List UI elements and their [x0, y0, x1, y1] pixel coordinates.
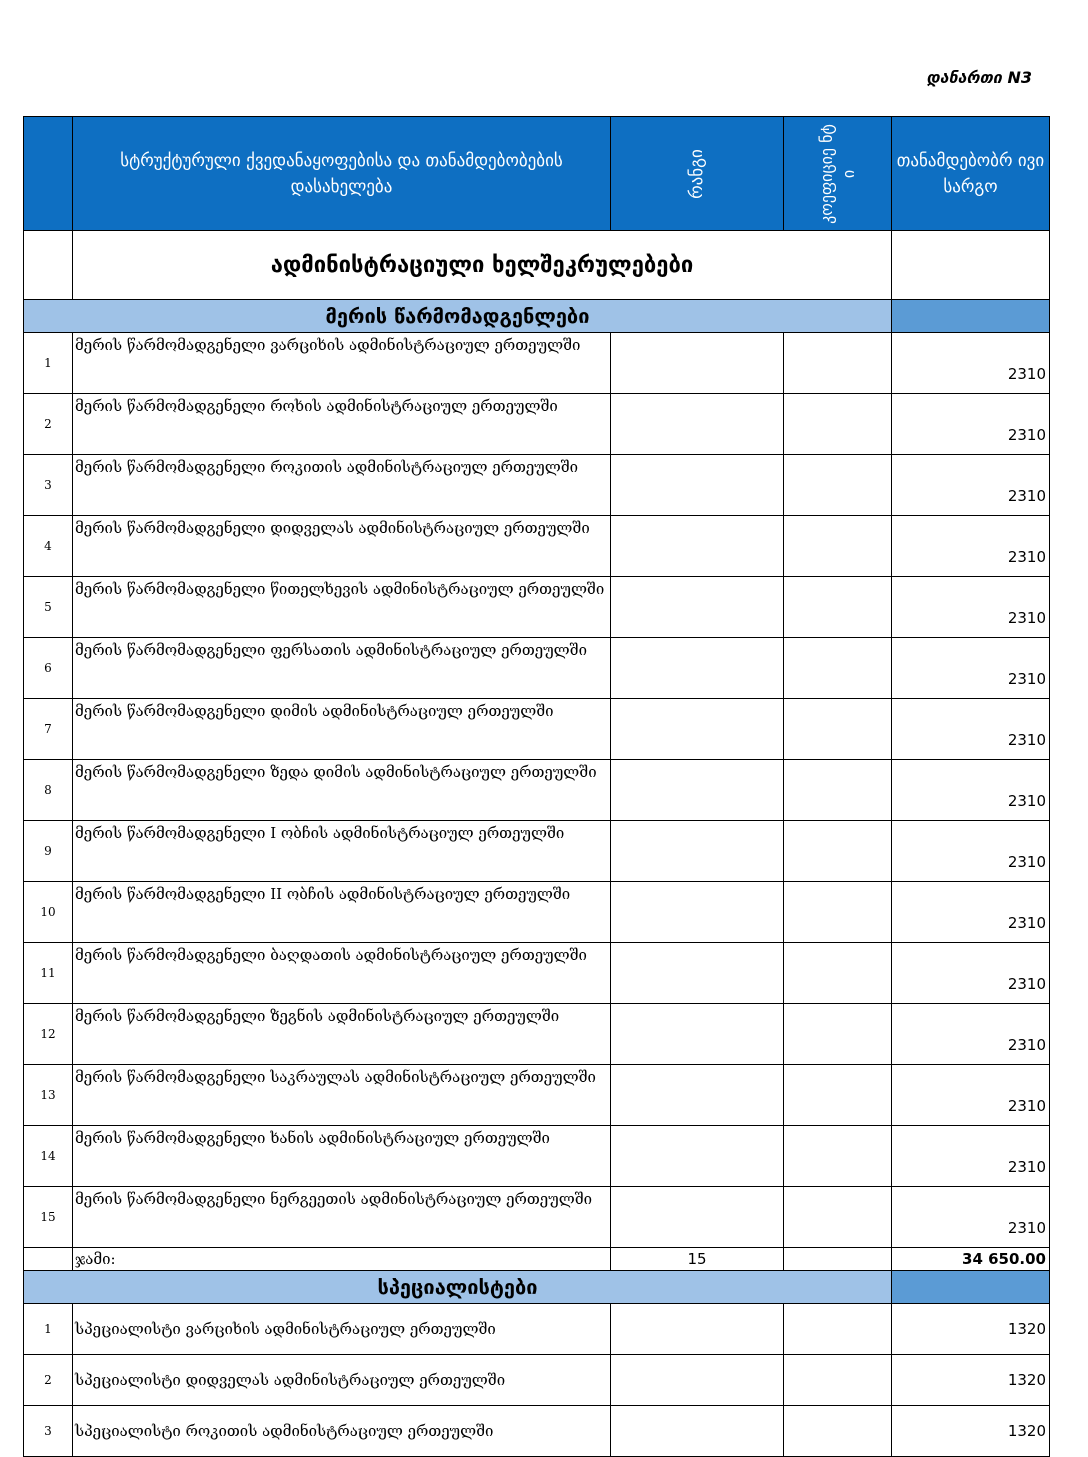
row-description: მერის წარმომადგენელი ზეგნის ადმინისტრაციულ ერთეულში — [73, 1004, 611, 1065]
row-number: 1 — [24, 1304, 73, 1355]
row-salary: 2310 — [892, 943, 1050, 1004]
row-number: 6 — [24, 638, 73, 699]
row-salary: 2310 — [892, 882, 1050, 943]
row-rank — [611, 699, 784, 760]
table-row — [24, 943, 1050, 1004]
row-number: 2 — [24, 394, 73, 455]
row-quantity — [784, 760, 892, 821]
row-description: მერის წარმომადგენელი ფერსათის ადმინისტრაციულ ერთეულში — [73, 638, 611, 699]
section-salary-cell — [892, 231, 1050, 300]
row-rank — [611, 455, 784, 516]
row-number: 2 — [24, 1355, 73, 1406]
row-salary: 2310 — [892, 1126, 1050, 1187]
row-rank — [611, 821, 784, 882]
header-rank-cell — [611, 117, 784, 231]
annex-label: დანართი N3 — [926, 68, 1032, 87]
section-num-cell — [24, 231, 73, 300]
table-row — [24, 882, 1050, 943]
row-rank — [611, 516, 784, 577]
table-row — [24, 821, 1050, 882]
row-description: სპეციალისტი როკითის ადმინისტრაციულ ერთეულში — [73, 1406, 611, 1457]
row-quantity — [784, 333, 892, 394]
table-row — [24, 516, 1050, 577]
group-fill — [892, 300, 1050, 333]
row-salary: 2310 — [892, 394, 1050, 455]
row-rank — [611, 577, 784, 638]
group-title: მერის წარმომადგენლები — [24, 300, 892, 333]
row-description: მერის წარმომადგენელი ვარციხის ადმინისტრაციულ ერთეულში — [73, 333, 611, 394]
row-number: 5 — [24, 577, 73, 638]
staff-table — [23, 116, 1050, 1457]
row-salary: 2310 — [892, 1004, 1050, 1065]
header-quantity: კოეფიციე ნტი — [816, 123, 858, 224]
table-row — [24, 333, 1050, 394]
row-salary: 2310 — [892, 455, 1050, 516]
total-count: 15 — [611, 1248, 784, 1271]
row-quantity — [784, 821, 892, 882]
row-quantity — [784, 1406, 892, 1457]
row-number: 15 — [24, 1187, 73, 1248]
row-quantity — [784, 1004, 892, 1065]
row-quantity — [784, 1126, 892, 1187]
row-number: 10 — [24, 882, 73, 943]
row-salary: 2310 — [892, 760, 1050, 821]
row-quantity — [784, 638, 892, 699]
header-num-cell — [24, 117, 73, 231]
row-quantity — [784, 1187, 892, 1248]
row-rank — [611, 394, 784, 455]
row-description: მერის წარმომადგენელი დიდველას ადმინისტრაციულ ერთეულში — [73, 516, 611, 577]
row-number: 1 — [24, 333, 73, 394]
row-description: მერის წარმომადგენელი როხის ადმინისტრაციულ ერთეულში — [73, 394, 611, 455]
row-number: 14 — [24, 1126, 73, 1187]
row-number: 4 — [24, 516, 73, 577]
row-rank — [611, 638, 784, 699]
table-row — [24, 1355, 1050, 1406]
row-description: მერის წარმომადგენელი ხანის ადმინისტრაციულ ერთეულში — [73, 1126, 611, 1187]
total-label: ჯამი: — [73, 1248, 611, 1271]
group-row — [24, 300, 1050, 333]
row-salary: 2310 — [892, 1187, 1050, 1248]
row-rank — [611, 1187, 784, 1248]
group-fill — [892, 1271, 1050, 1304]
row-salary: 2310 — [892, 1065, 1050, 1126]
row-salary: 1320 — [892, 1406, 1050, 1457]
row-description: მერის წარმომადგენელი II ობჩის ადმინისტრაციულ ერთეულში — [73, 882, 611, 943]
row-quantity — [784, 577, 892, 638]
row-salary: 2310 — [892, 699, 1050, 760]
row-description: სპეციალისტი დიდველას ადმინისტრაციულ ერთეულში — [73, 1355, 611, 1406]
row-description: მერის წარმომადგენელი ბაღდათის ადმინისტრაციულ ერთეულში — [73, 943, 611, 1004]
row-salary: 2310 — [892, 577, 1050, 638]
row-quantity — [784, 882, 892, 943]
header-row — [24, 117, 1050, 231]
row-quantity — [784, 1304, 892, 1355]
row-salary: 2310 — [892, 516, 1050, 577]
section-row — [24, 231, 1050, 300]
row-description: მერის წარმომადგენელი როკითის ადმინისტრაციულ ერთეულში — [73, 455, 611, 516]
table-row — [24, 1406, 1050, 1457]
section-title: ადმინისტრაციული ხელშეკრულებები — [73, 231, 892, 300]
row-number: 3 — [24, 455, 73, 516]
row-description: მერის წარმომადგენელი I ობჩის ადმინისტრაციულ ერთეულში — [73, 821, 611, 882]
total-sum: 34 650.00 — [892, 1248, 1050, 1271]
row-number: 3 — [24, 1406, 73, 1457]
row-quantity — [784, 943, 892, 1004]
table-row — [24, 1004, 1050, 1065]
row-quantity — [784, 394, 892, 455]
row-quantity — [784, 1065, 892, 1126]
total-quantity-cell — [784, 1248, 892, 1271]
row-description: სპეციალისტი ვარციხის ადმინისტრაციულ ერთეულში — [73, 1304, 611, 1355]
table-row — [24, 760, 1050, 821]
row-rank — [611, 1304, 784, 1355]
table-row — [24, 1304, 1050, 1355]
row-salary: 2310 — [892, 333, 1050, 394]
row-salary: 2310 — [892, 821, 1050, 882]
row-quantity — [784, 699, 892, 760]
row-description: მერის წარმომადგენელი საკრაულას ადმინისტრაციულ ერთეულში — [73, 1065, 611, 1126]
table-row — [24, 1126, 1050, 1187]
row-description: მერის წარმომადგენელი დიმის ადმინისტრაციულ ერთეულში — [73, 699, 611, 760]
table-row — [24, 577, 1050, 638]
row-number: 11 — [24, 943, 73, 1004]
group-row — [24, 1271, 1050, 1304]
total-num-cell — [24, 1248, 73, 1271]
row-rank — [611, 882, 784, 943]
table-row — [24, 1187, 1050, 1248]
header-rank: რანგი — [687, 148, 707, 199]
row-salary: 1320 — [892, 1304, 1050, 1355]
row-rank — [611, 760, 784, 821]
row-number: 8 — [24, 760, 73, 821]
row-description: მერის წარმომადგენელი წითელხევის ადმინისტრაციულ ერთეულში — [73, 577, 611, 638]
header-quantity-cell — [784, 117, 892, 231]
row-rank — [611, 1065, 784, 1126]
row-quantity — [784, 516, 892, 577]
header-salary: თანამდებობრ ივი სარგო — [892, 117, 1050, 231]
row-number: 12 — [24, 1004, 73, 1065]
group-title: სპეციალისტები — [24, 1271, 892, 1304]
row-description: მერის წარმომადგენელი ზედა დიმის ადმინისტრაციულ ერთეულში — [73, 760, 611, 821]
row-quantity — [784, 455, 892, 516]
row-rank — [611, 1004, 784, 1065]
table-row — [24, 1065, 1050, 1126]
row-quantity — [784, 1355, 892, 1406]
row-rank — [611, 1406, 784, 1457]
row-rank — [611, 943, 784, 1004]
table-row — [24, 699, 1050, 760]
header-name: სტრუქტურული ქვედანაყოფებისა და თანამდებობების დასახელება — [73, 117, 611, 231]
row-number: 9 — [24, 821, 73, 882]
table-row — [24, 455, 1050, 516]
row-salary: 2310 — [892, 638, 1050, 699]
row-rank — [611, 1126, 784, 1187]
total-row — [24, 1248, 1050, 1271]
row-description: მერის წარმომადგენელი ნერგეეთის ადმინისტრაციულ ერთეულში — [73, 1187, 611, 1248]
row-salary: 1320 — [892, 1355, 1050, 1406]
row-rank — [611, 333, 784, 394]
table-row — [24, 638, 1050, 699]
table-row — [24, 394, 1050, 455]
row-number: 7 — [24, 699, 73, 760]
row-number: 13 — [24, 1065, 73, 1126]
row-rank — [611, 1355, 784, 1406]
